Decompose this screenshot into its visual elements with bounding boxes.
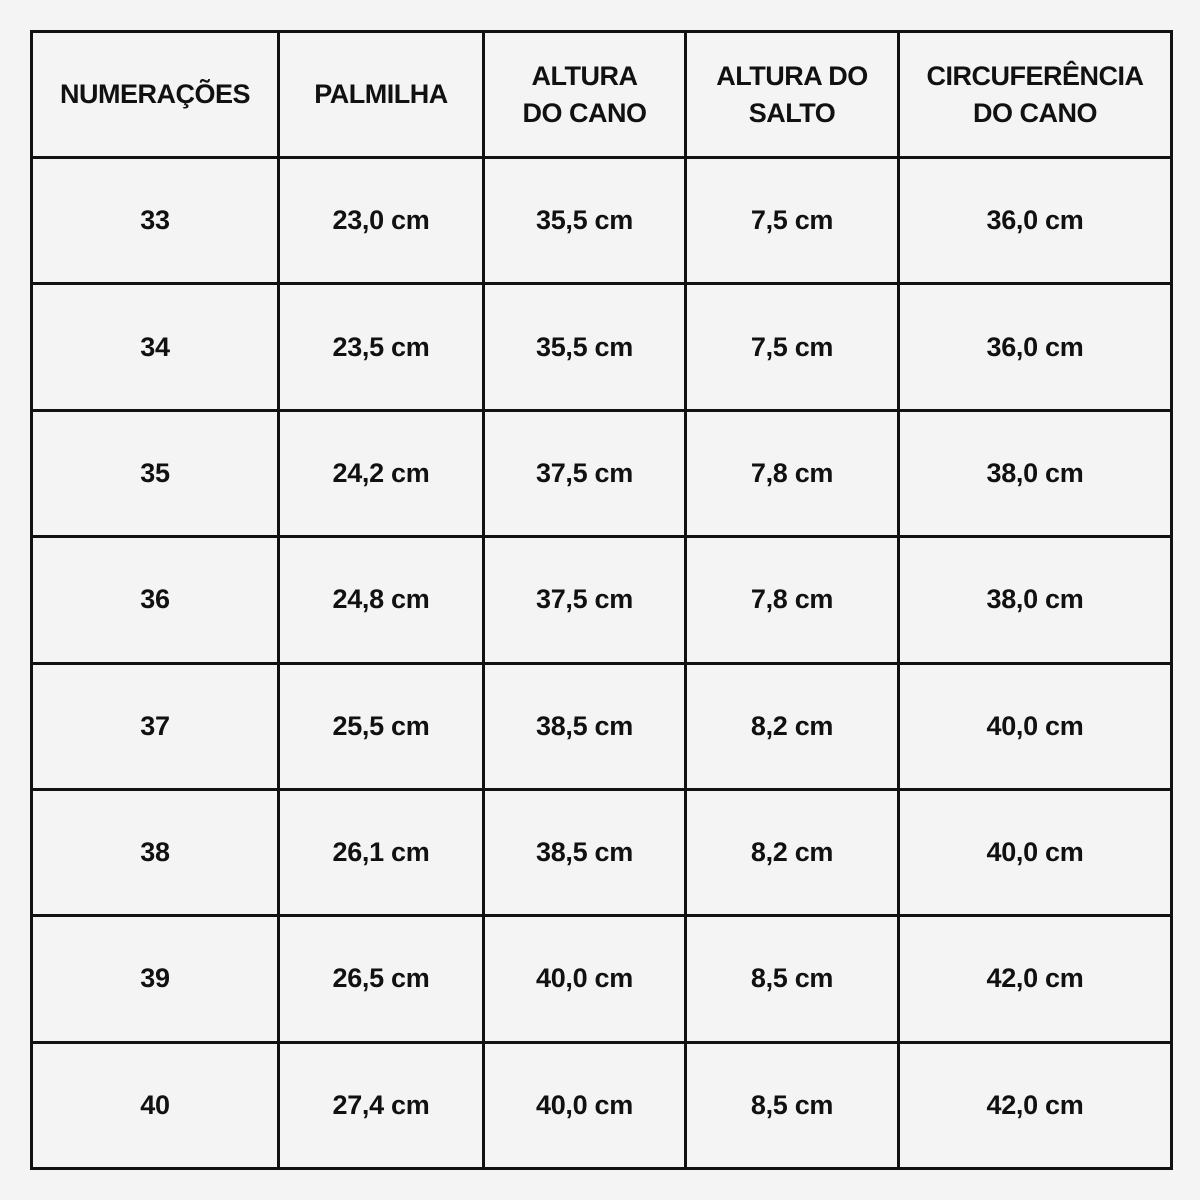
table-row [32,284,1172,410]
cell-altura-salto: 7,5 cm [686,158,899,284]
cell-palmilha: 26,5 cm [279,916,484,1042]
header-palmilha: PALMILHA [279,32,484,158]
cell-altura-salto: 7,8 cm [686,537,899,663]
table-row [32,537,1172,663]
cell-circunferencia-cano: 38,0 cm [899,410,1172,536]
cell-palmilha: 26,1 cm [279,789,484,915]
table-row [32,663,1172,789]
cell-size: 35 [32,410,279,536]
cell-palmilha: 27,4 cm [279,1042,484,1168]
cell-altura-cano: 35,5 cm [484,158,686,284]
cell-altura-salto: 8,2 cm [686,663,899,789]
header-circunferencia-do-cano: CIRCUFERÊNCIA DO CANO [899,32,1172,158]
cell-size: 33 [32,158,279,284]
table-row [32,410,1172,536]
table-header [32,32,1172,158]
header-altura-do-salto: ALTURA DO SALTO [686,32,899,158]
cell-circunferencia-cano: 40,0 cm [899,663,1172,789]
cell-altura-cano: 38,5 cm [484,789,686,915]
table-row [32,158,1172,284]
cell-altura-salto: 7,5 cm [686,284,899,410]
table-row [32,1042,1172,1168]
header-row [32,32,1172,158]
cell-altura-salto: 8,5 cm [686,1042,899,1168]
cell-palmilha: 23,5 cm [279,284,484,410]
cell-size: 34 [32,284,279,410]
table-body [32,158,1172,1169]
table-row [32,916,1172,1042]
table-row [32,789,1172,915]
cell-palmilha: 24,8 cm [279,537,484,663]
cell-size: 40 [32,1042,279,1168]
cell-circunferencia-cano: 38,0 cm [899,537,1172,663]
cell-palmilha: 23,0 cm [279,158,484,284]
cell-circunferencia-cano: 40,0 cm [899,789,1172,915]
cell-circunferencia-cano: 42,0 cm [899,1042,1172,1168]
cell-altura-salto: 8,2 cm [686,789,899,915]
cell-size: 36 [32,537,279,663]
cell-altura-cano: 38,5 cm [484,663,686,789]
cell-size: 37 [32,663,279,789]
cell-altura-salto: 7,8 cm [686,410,899,536]
cell-altura-cano: 40,0 cm [484,1042,686,1168]
cell-circunferencia-cano: 36,0 cm [899,284,1172,410]
cell-altura-cano: 35,5 cm [484,284,686,410]
size-chart-table [30,30,1173,1170]
cell-altura-salto: 8,5 cm [686,916,899,1042]
cell-palmilha: 25,5 cm [279,663,484,789]
cell-circunferencia-cano: 36,0 cm [899,158,1172,284]
cell-circunferencia-cano: 42,0 cm [899,916,1172,1042]
cell-palmilha: 24,2 cm [279,410,484,536]
header-numeracoes: NUMERAÇÕES [32,32,279,158]
cell-altura-cano: 37,5 cm [484,537,686,663]
cell-size: 38 [32,789,279,915]
cell-size: 39 [32,916,279,1042]
cell-altura-cano: 37,5 cm [484,410,686,536]
header-altura-do-cano: ALTURA DO CANO [484,32,686,158]
cell-altura-cano: 40,0 cm [484,916,686,1042]
